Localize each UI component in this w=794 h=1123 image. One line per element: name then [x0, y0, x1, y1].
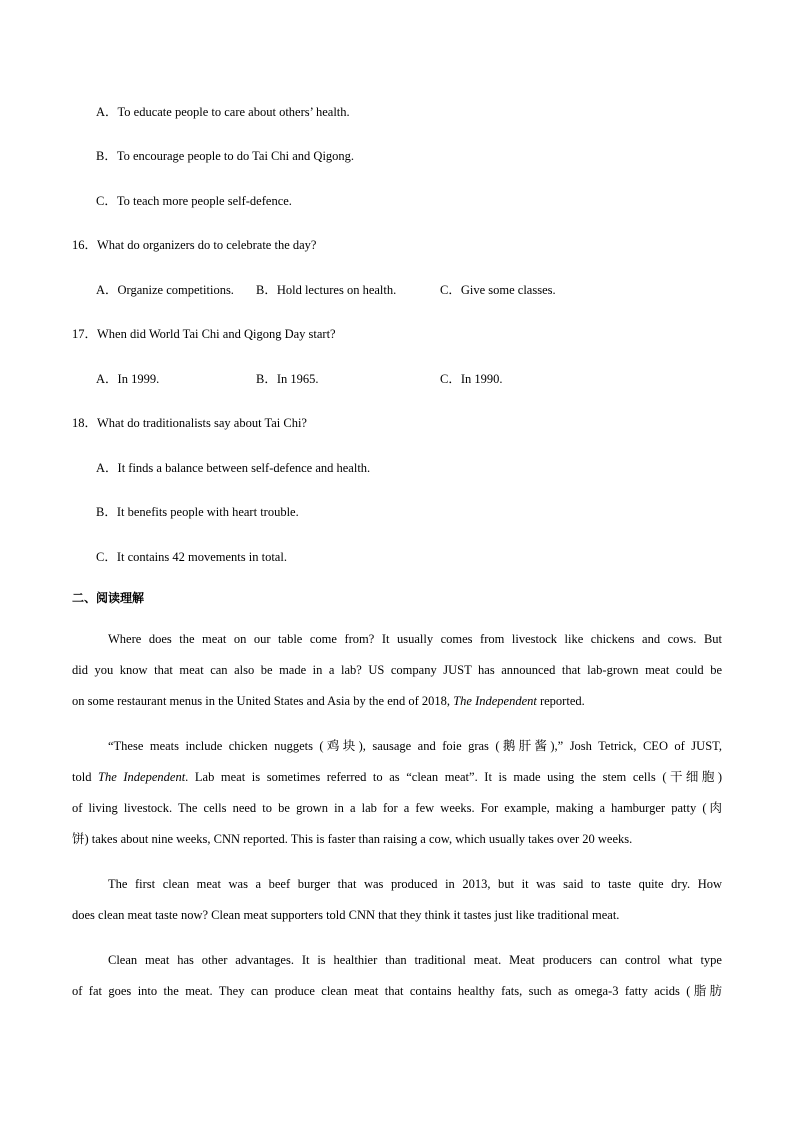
p1-line-3: [72, 693, 585, 709]
p4-line-2: of fat goes into the meat. They can produce clean meat that contains healthy fats, such as omega-3 fatty acids (脂肪: [72, 984, 722, 998]
p3-line-1: The first clean meat was a beef burger that was produced in 2013, but it was said to taste quite dry. How: [108, 877, 722, 891]
q16-option-a: A．Organize competitions.: [96, 283, 234, 297]
p1-line-3-text: on some restaurant menus in the United States and Asia by the end of 2018,: [72, 694, 454, 708]
p2-line-2: [72, 769, 722, 785]
q18-stem: 18．What do traditionalists say about Tai Chi?: [72, 416, 307, 430]
section-title: 二、阅读理解: [72, 591, 145, 605]
p4-line-1: Clean meat has other advantages. It is healthier than traditional meat. Meat producers can control what type: [108, 953, 722, 967]
p2-line-2-end: . Lab meat is sometimes referred to as “clean meat”. It is made using the stem cells (干细胞): [185, 770, 722, 784]
publication-name: The Independent: [98, 770, 186, 784]
q16-option-b: B．Hold lectures on health.: [256, 283, 397, 297]
q15-option-c: C．To teach more people self-defence.: [96, 194, 292, 208]
q16-option-c: C．Give some classes.: [440, 283, 556, 297]
q15-option-a: A．To educate people to care about others’ health.: [96, 105, 350, 119]
p3-line-2: does clean meat taste now? Clean meat supporters told CNN that they think it tastes just like traditional meat.: [72, 908, 620, 922]
p2-line-1: “These meats include chicken nuggets (鸡块), sausage and foie gras (鹅肝酱),” Josh Tetrick, CEO of JUST,: [108, 739, 722, 753]
q18-option-c: C．It contains 42 movements in total.: [96, 550, 287, 564]
p1-line-3-end: reported.: [536, 694, 585, 708]
p2-line-4: 饼) takes about nine weeks, CNN reported. This is faster than raising a cow, which usually takes over 20 weeks.: [72, 832, 633, 846]
q17-option-c: C．In 1990.: [440, 372, 503, 386]
q17-stem: 17．When did World Tai Chi and Qigong Day start?: [72, 327, 336, 341]
p1-line-2: did you know that meat can also be made in a lab? US company JUST has announced that lab-grown meat could be: [72, 663, 722, 677]
q16-stem: 16．What do organizers do to celebrate the day?: [72, 238, 317, 252]
p2-line-3: of living livestock. The cells need to be grown in a lab for a few weeks. For example, making a hamburger patty (肉: [72, 801, 722, 815]
q18-option-a: A．It finds a balance between self-defence and health.: [96, 461, 371, 475]
p2-line-2-start: told: [72, 770, 99, 784]
p1-line-1: Where does the meat on our table come from? It usually comes from livestock like chickens and cows. But: [108, 632, 722, 646]
q17-option-b: B．In 1965.: [256, 372, 319, 386]
q15-option-b: B．To encourage people to do Tai Chi and Qigong.: [96, 149, 355, 163]
q18-option-b: B．It benefits people with heart trouble.: [96, 505, 299, 519]
q17-option-a: A．In 1999.: [96, 372, 160, 386]
publication-name: The Independent: [453, 694, 537, 708]
